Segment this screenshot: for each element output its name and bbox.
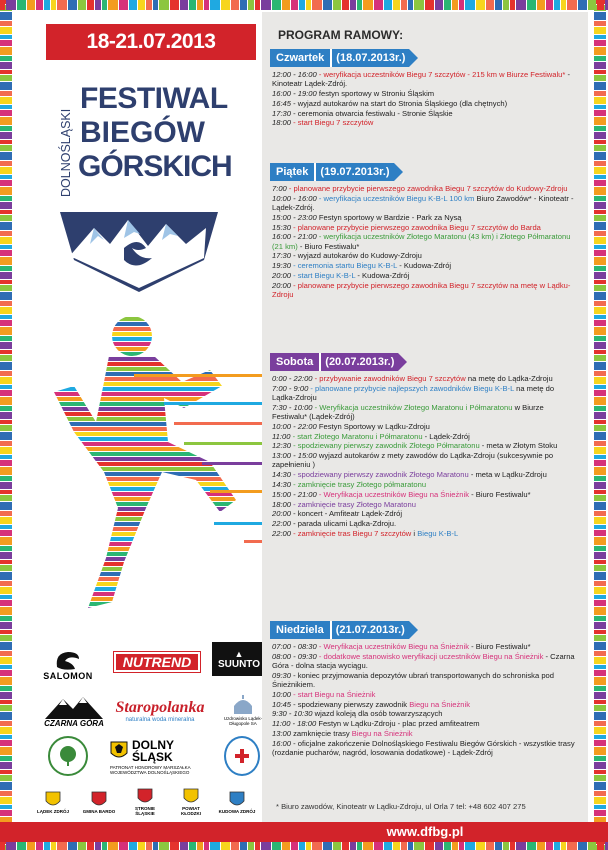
event-time: 0:00 - 22:00 [272, 374, 313, 383]
event-time: 22:00 [272, 519, 292, 529]
event-time: 10:00 - 16:00 [272, 193, 317, 203]
day-section [270, 48, 578, 128]
event-time: 14:30 [272, 479, 292, 489]
event-item [272, 194, 578, 212]
event-item [272, 739, 578, 757]
crest-label: LĄDEK ZDRÓJ [36, 808, 69, 814]
left-stripe-border [0, 0, 12, 850]
top-stripe-border [0, 0, 608, 10]
event-text: - ceremonia otwarcia festiwalu - Stronie Śląskie [291, 108, 453, 118]
event-item [272, 690, 578, 699]
event-text: - planowane przybycie najlepszych zawodników Biegu K-B-L [308, 383, 515, 393]
event-time: 15:30 [272, 222, 292, 232]
event-item [272, 261, 578, 270]
day-date: (19.07.2013r.) [314, 163, 393, 181]
event-text: w Biurze Festiwalu* (Lądek-Zdrój) [272, 402, 544, 421]
mountain-emblem-icon [54, 200, 224, 295]
event-item [272, 671, 578, 689]
event-text: - parada ulicami Lądka-Zdroju. [291, 519, 397, 529]
event-item [272, 281, 578, 299]
crest-0 [34, 784, 72, 820]
event-item [272, 642, 578, 651]
suunto-logo: ▲ SUUNTO [212, 642, 262, 676]
event-item [272, 709, 578, 718]
region-label: DOLNOŚLĄSKI [59, 108, 73, 197]
program-panel [262, 12, 588, 822]
event-item [272, 719, 578, 728]
salomon-icon [53, 649, 83, 671]
staropolanka-logo: Staropolanka naturalna woda mineralna [115, 699, 205, 723]
red-cross-logo [224, 736, 260, 776]
crest-label: POWIAT KŁODZKI [181, 806, 201, 816]
event-item [272, 470, 578, 479]
event-list [270, 374, 578, 538]
event-time: 11:00 - 18:00 [272, 719, 317, 729]
event-text: - weryfikacja uczestników Złotego Maratonu (43 km) i Złotego Półmaratonu (21 km) [272, 232, 571, 251]
event-time: 22:00 [272, 528, 292, 538]
right-stripe-border [594, 0, 606, 850]
nutrend-logo: NUTREND [114, 652, 200, 672]
event-item [272, 109, 578, 118]
event-text: - weryfikacja uczestników Biegu K-B-L 100 km [316, 193, 475, 203]
event-time: 09:30 [272, 670, 292, 680]
event-time: 20:00 [272, 509, 292, 519]
event-item [272, 118, 578, 127]
uzdrowisko-dome-icon [232, 694, 254, 716]
event-time: 08:00 - 09:30 [272, 651, 317, 661]
event-time: 16:00 - 21:00 [272, 232, 317, 242]
event-text: Festyn sportowy w Bardzie - Park za Nysą [316, 212, 462, 222]
runner-illustration [14, 312, 262, 632]
event-text: wjazd koleją dla osób towarzyszących [312, 709, 443, 719]
event-time: 7:00 - 9:00 [272, 383, 309, 393]
event-text: - Biuro Festiwalu* [469, 489, 531, 499]
day-arrow-icon [398, 353, 407, 371]
crest-label: KUDOWA ZDRÓJ [218, 808, 256, 814]
event-item [272, 374, 578, 383]
uzdrowisko-logo: Uzdrowisko Lądek-Długopole SA [218, 690, 262, 730]
left-panel [14, 12, 262, 822]
event-item [272, 70, 578, 88]
suunto-mark-icon: ▲ [234, 648, 244, 659]
event-text: - Kudowa-Zdrój [355, 270, 410, 280]
crest-2 [126, 784, 164, 820]
event-text: - zamknięcie tras Biegu 7 szczytów [291, 528, 412, 538]
event-time: 16:00 - 19:00 [272, 89, 317, 98]
event-time: 17:30 [272, 251, 292, 261]
event-time: 07:00 - 08:30 [272, 642, 317, 651]
event-item [272, 700, 578, 709]
event-item [272, 422, 578, 431]
coat-of-arms-icon [45, 791, 61, 809]
event-item [272, 223, 578, 232]
event-time: 16:45 [272, 98, 292, 108]
event-text: - meta w Złotym Stoku [479, 441, 558, 451]
event-text: - spodziewany pierwszy zawodnik [291, 699, 410, 709]
event-text: - Weryfikacja uczestników Biegu na Śnieżnik [316, 642, 469, 651]
event-text: - meta w Lądku-Zdroju [468, 470, 547, 480]
event-text: - spodziewany pierwszy zawodnik Złotego Półmaratonu [291, 441, 480, 451]
day-header [270, 353, 407, 371]
event-text: - Biuro Festiwalu* [469, 642, 531, 651]
event-text: Festyn w Lądku-Zdroju - plac przed amfiteatrem [316, 719, 480, 729]
title-line-1: FESTIWAL [80, 82, 228, 115]
day-arrow-icon [409, 49, 418, 67]
day-date: (21.07.2013r.) [330, 621, 409, 639]
event-text: - spodziewany pierwszy zawodnik Złotego Maratonu [291, 470, 469, 480]
event-item [272, 519, 578, 528]
event-time: 15:00 - 21:00 [272, 489, 317, 499]
crest-1 [80, 784, 118, 820]
event-item [272, 403, 578, 421]
event-time: 19:30 [272, 261, 292, 271]
event-text: - weryfikacja uczestników Biegu 7 szczytów - 215 km w Biurze Festiwalu* [316, 70, 566, 79]
program-title: PROGRAM RAMOWY: [278, 28, 404, 42]
event-text: - zamknięcie trasy Złotego półmaratonu [291, 479, 427, 489]
dolny-slask-logo: DOLNY ŚLĄSK PATRONAT HONOROWY MARSZAŁKA WOJEWÓDZTWA DOLNOŚLĄSKIEGO [110, 738, 191, 775]
event-time: 17:30 [272, 108, 292, 118]
event-item [272, 451, 578, 469]
title-line-2: BIEGÓW [80, 116, 205, 149]
event-item [272, 490, 578, 499]
day-date: (20.07.2013r.) [319, 353, 398, 371]
event-item [272, 441, 578, 450]
sponsor-logos [26, 642, 262, 822]
event-time: 14:30 [272, 470, 292, 480]
event-list [270, 184, 578, 299]
event-time: 12:30 [272, 441, 292, 451]
day-header [270, 49, 418, 67]
event-time: 10:45 [272, 699, 292, 709]
day-section [270, 620, 578, 758]
event-time: 12:00 - 16:00 [272, 70, 317, 79]
day-name: Piątek [270, 163, 314, 181]
event-text: Biegu K-B-L [417, 528, 459, 538]
day-name: Czwartek [270, 49, 330, 67]
event-time: 20:00 [272, 280, 292, 290]
event-text: Biuro Zawodów* - Kinoteatr - Lądek-Zdrój. [272, 193, 574, 212]
event-item [272, 384, 578, 402]
date-banner: 18-21.07.2013 [46, 24, 256, 60]
event-text: - Lądek-Zdrój [422, 431, 470, 441]
event-item [272, 251, 578, 260]
event-time: 13:00 [272, 728, 292, 738]
eagle-crest-icon [110, 741, 128, 761]
event-text: - wyjazd autokarów na start do Stronia Śląskiego (dla chętnych) [291, 98, 508, 108]
event-item [272, 213, 578, 222]
event-time: 18:00 [272, 118, 292, 128]
bottom-stripe-border [0, 842, 608, 850]
event-time: 15:00 - 23:00 [272, 212, 317, 222]
czarna-gora-mountain-icon [45, 695, 103, 719]
day-section [270, 162, 578, 300]
day-arrow-icon [409, 621, 418, 639]
salomon-logo: SALOMON [44, 646, 92, 684]
event-text: festyn sportowy w Stroniu Śląskim [316, 89, 435, 98]
event-text: i [411, 528, 418, 538]
event-text: - oficjalne zakończenie Dolnośląskiego Festiwalu Biegów Górskich - wszystkie trasy (rozdanie pucharów, nagród, losowania dodatkowe) - Lądek-Zdrój [272, 738, 575, 757]
event-item [272, 480, 578, 489]
event-time: 20:00 [272, 270, 292, 280]
event-text: - start Biegu 7 szczytów [291, 118, 374, 128]
day-name: Niedziela [270, 621, 330, 639]
coat-of-arms-icon [183, 788, 199, 806]
event-time: 7:30 - 10:00 [272, 402, 313, 412]
event-item [272, 500, 578, 509]
event-time: 16:00 [272, 738, 292, 748]
crest-label: GMINA BARDO [82, 808, 116, 814]
event-text: - wyjazd autokarów do Kudowy-Zdroju [291, 251, 422, 261]
event-item [272, 89, 578, 98]
event-time: 7:00 [272, 184, 287, 193]
event-item [272, 271, 578, 280]
footnote: * Biuro zawodów, Kinoteatr w Lądku-Zdroju, ul Orla 7 tel: +48 602 407 275 [276, 802, 526, 811]
czarna-gora-logo: CZARNA GÓRA [44, 690, 104, 732]
event-text: - koncert - Amfiteatr Lądek-Zdrój [291, 509, 403, 519]
event-time: 13:00 - 15:00 [272, 451, 317, 461]
cross-icon [233, 747, 251, 765]
event-item [272, 509, 578, 518]
crest-3 [172, 784, 210, 820]
event-item [272, 529, 578, 538]
event-text: - start Biegu na Śnieżnik [291, 689, 376, 699]
event-item [272, 652, 578, 670]
event-text: - Czarna Góra - dolna stacja wyciągu. [272, 651, 575, 670]
event-text: na metę do Lądka-Zdroju [465, 374, 553, 383]
day-date: (18.07.2013r.) [330, 49, 409, 67]
event-item [272, 432, 578, 441]
green-circle-logo [48, 736, 88, 776]
event-text: - start Złotego Maratonu i Półmaratonu [290, 431, 423, 441]
event-text: zamknięcie trasy [291, 728, 352, 738]
event-text: - start Biegu K-B-L [291, 270, 356, 280]
day-name: Sobota [270, 353, 319, 371]
event-time: 18:00 [272, 499, 292, 509]
event-text: - Weryfikacja uczestników Biegu na Śnieżnik [316, 489, 469, 499]
event-text: - planowane przybycie pierwszego zawodnika Biegu 7 szczytów do Kudowy-Zdroju [286, 184, 568, 193]
event-text: - Weryfikacja uczestników Złotego Maratonu i Półmaratonu [312, 402, 513, 412]
event-list [270, 642, 578, 757]
crest-label: STRONIE ŚLĄSKIE [134, 806, 155, 816]
event-time: 9:30 - 10:30 [272, 709, 313, 719]
day-header [270, 621, 418, 639]
coat-of-arms-icon [137, 788, 153, 806]
event-text: Festyn Sportowy w Lądku-Zdroju [316, 421, 430, 431]
event-item [272, 184, 578, 193]
event-text: - koniec przyjmowania depozytów ubrań transportowanych do schroniska pod Śnieżnikiem. [272, 670, 554, 689]
event-text: na metę do Lądka-Zdroju [272, 383, 555, 402]
coat-of-arms-icon [229, 791, 245, 809]
event-item [272, 729, 578, 738]
day-arrow-icon [394, 163, 403, 181]
event-text: Biegu na Śnieżnik [351, 728, 413, 738]
tree-icon [56, 744, 80, 768]
event-text: wyjazd autokarów z mety zawodów do Lądka-Zdroju (sukcesywnie po zapełnieniu ) [272, 451, 554, 470]
event-list [270, 70, 578, 128]
event-time: 10:00 - 22:00 [272, 421, 317, 431]
event-text: - Kudowa-Zdrój [397, 261, 452, 271]
event-time: 11:00 [272, 431, 291, 441]
event-text: - Kinoteatr Lądek-Zdrój. [272, 70, 570, 89]
title-line-3: GÓRSKICH [78, 150, 232, 183]
event-text: - planowane przybycie pierwszego zawodnika Biegu 7 szczytów na metę w Lądku-Zdroju [272, 280, 571, 299]
event-text: - planowane przybycie pierwszego zawodnika Biegu 7 szczytów do Barda [291, 222, 541, 232]
event-text: - zamknięcie trasy Złotego Maratonu [291, 499, 416, 509]
event-text: - Biuro Festiwalu* [297, 241, 360, 251]
crest-4 [218, 784, 256, 820]
event-time: 10:00 [272, 689, 292, 699]
event-text: - ceremonia startu Biegu K-B-L [291, 261, 398, 271]
day-section [270, 352, 578, 539]
event-item [272, 99, 578, 108]
website-link[interactable]: www.dfbg.pl [386, 824, 464, 839]
event-text: - dodatkowe stanowisko weryfikacji uczestników Biegu na Śnieżnik [316, 651, 544, 661]
event-text: Biegu na Śnieżnik [409, 699, 470, 709]
event-text: - przybywanie zawodników Biegu 7 szczytów [312, 374, 466, 383]
day-header [270, 163, 403, 181]
event-item [272, 232, 578, 250]
coat-of-arms-icon [91, 791, 107, 809]
